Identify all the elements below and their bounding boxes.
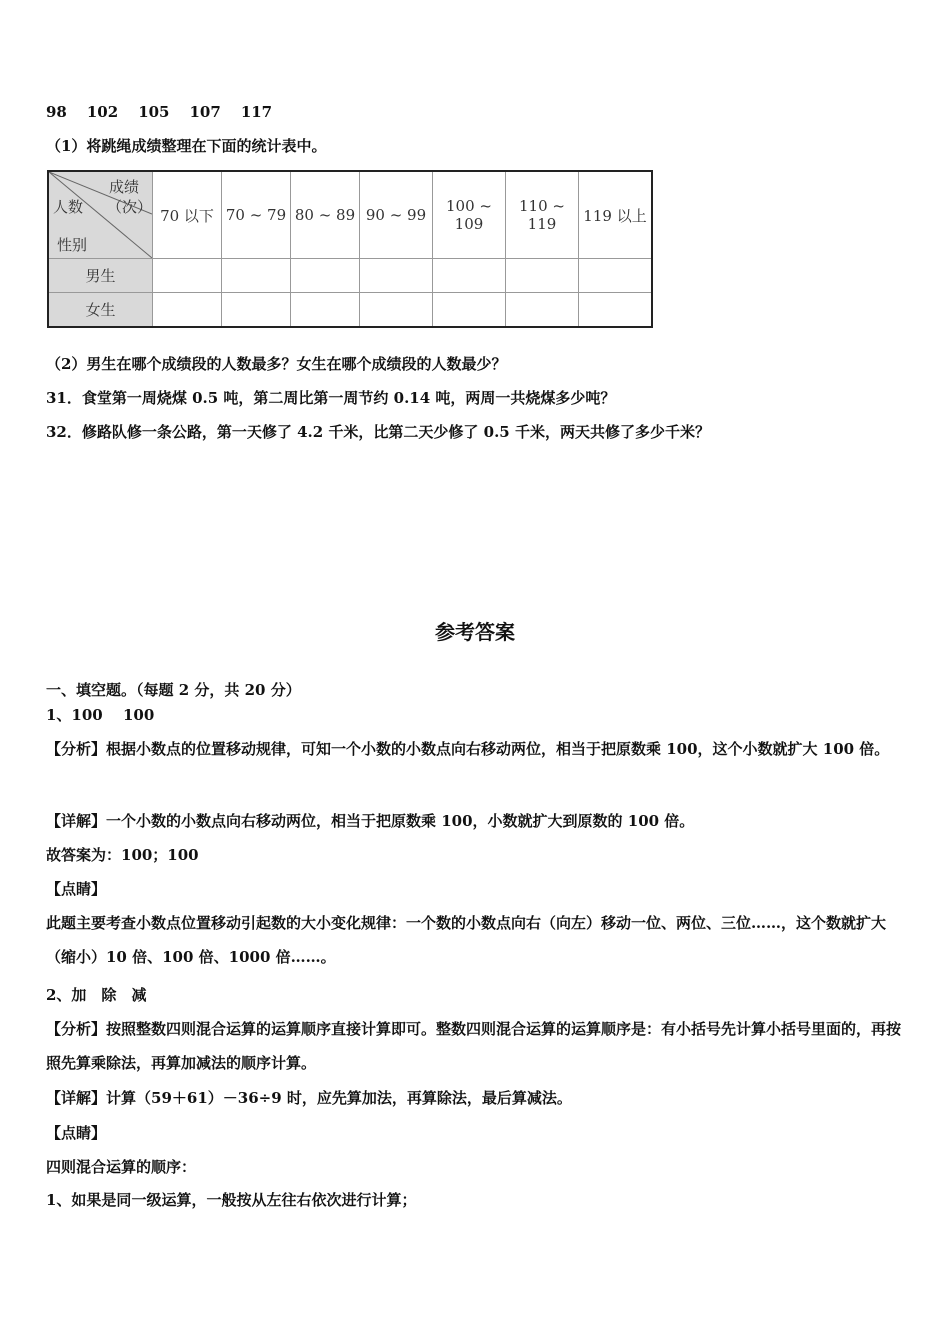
column-header: 70 以下 xyxy=(153,171,222,259)
table-cell xyxy=(153,259,222,293)
score: 102 xyxy=(86,103,119,121)
answer-title: 参考答案 xyxy=(435,620,515,644)
detail-label: 【详解】 xyxy=(46,1089,107,1107)
comment-label: 【点睛】 xyxy=(46,1124,107,1142)
question-32: 32．修路队修一条公路，第一天修了 4.2 千米，比第二天少修了 0.5 千米，两天共修了多少千米？ xyxy=(46,423,710,441)
table-corner-header xyxy=(48,171,153,259)
column-header: 110 ~ 119 xyxy=(506,171,579,259)
column-header: 119 以上 xyxy=(579,171,653,259)
table-cell xyxy=(360,259,433,293)
statistics-table xyxy=(47,170,653,328)
scores-line xyxy=(46,102,292,122)
table-cell xyxy=(222,293,291,327)
score: 105 xyxy=(138,103,170,121)
score: 98 xyxy=(46,103,67,121)
table-cell xyxy=(222,259,291,293)
detail-text: 计算（59＋61）－36÷9 时，应先算加法，再算除法，最后算减法。 xyxy=(106,1089,572,1107)
corner-unit-label: （次） xyxy=(107,198,153,216)
analysis-text: 按照整数四则混合运算的运算顺序直接计算即可。整数四则混合运算的运算顺序是：有小括号先计算小括号里面的，再按照先算乘除法，再算加减法的顺序计算。 xyxy=(46,1020,902,1072)
table-cell xyxy=(433,259,506,293)
table-cell xyxy=(579,259,653,293)
comment-label: 【点睛】 xyxy=(46,880,107,898)
answer-1-head: 1、100 100 xyxy=(46,706,155,724)
column-header: 70 ~ 79 xyxy=(222,171,291,259)
score: 117 xyxy=(240,103,273,121)
table-cell xyxy=(153,293,222,327)
table-row xyxy=(48,293,652,327)
answer-1-detail xyxy=(46,804,908,838)
table-cell xyxy=(506,293,579,327)
corner-count-label: 人数 xyxy=(53,198,84,216)
answer-1-analysis xyxy=(46,732,908,766)
table-row xyxy=(48,259,652,293)
q30-part2: （2）男生在哪个成绩段的人数最多？女生在哪个成绩段的人数最少？ xyxy=(46,355,507,373)
answer-2-comment: 四则混合运算的顺序： xyxy=(46,1158,197,1176)
section-heading: 一、填空题。（每题 2 分，共 20 分） xyxy=(46,681,301,699)
answer-2-analysis xyxy=(46,1012,908,1080)
table-cell xyxy=(433,293,506,327)
analysis-label: 【分析】 xyxy=(46,740,107,758)
table-cell xyxy=(579,293,653,327)
column-header: 90 ~ 99 xyxy=(360,171,433,259)
column-header: 100 ~ 109 xyxy=(433,171,506,259)
answer-2-head: 2、加 除 减 xyxy=(46,986,147,1004)
analysis-label: 【分析】 xyxy=(46,1020,107,1038)
score: 107 xyxy=(189,103,221,121)
question-31: 31．食堂第一周烧煤 0.5 吨，第二周比第一周节约 0.14 吨，两周一共烧煤多少吨？ xyxy=(46,389,616,407)
table-cell xyxy=(291,293,360,327)
row-header: 男生 xyxy=(48,259,153,293)
answer-2-rule-1: 1、如果是同一级运算，一般按从左往右依次进行计算； xyxy=(46,1191,417,1209)
table-cell xyxy=(360,293,433,327)
answer-1-comment: 此题主要考查小数点位置移动引起数的大小变化规律：一个数的小数点向右（向左）移动一位、两位、三位……，这个数就扩大（缩小）10 倍、100 倍、1000 倍……。 xyxy=(46,914,887,966)
column-header: 80 ~ 89 xyxy=(291,171,360,259)
q30-part1: （1）将跳绳成绩整理在下面的统计表中。 xyxy=(46,137,327,155)
corner-gender-label: 性别 xyxy=(57,236,88,254)
table-cell xyxy=(506,259,579,293)
answer-2-detail xyxy=(46,1081,908,1115)
analysis-text: 根据小数点的位置移动规律，可知一个小数的小数点向右移动两位，相当于把原数乘 100，这个小数就扩大 100 倍。 xyxy=(106,740,890,758)
table-cell xyxy=(291,259,360,293)
corner-score-label: 成绩 xyxy=(109,178,140,196)
answer-1-final: 故答案为：100；100 xyxy=(46,846,199,864)
detail-text: 一个小数的小数点向右移动两位，相当于把原数乘 100，小数就扩大到原数的 100 倍。 xyxy=(106,812,695,830)
row-header: 女生 xyxy=(48,293,153,327)
detail-label: 【详解】 xyxy=(46,812,107,830)
